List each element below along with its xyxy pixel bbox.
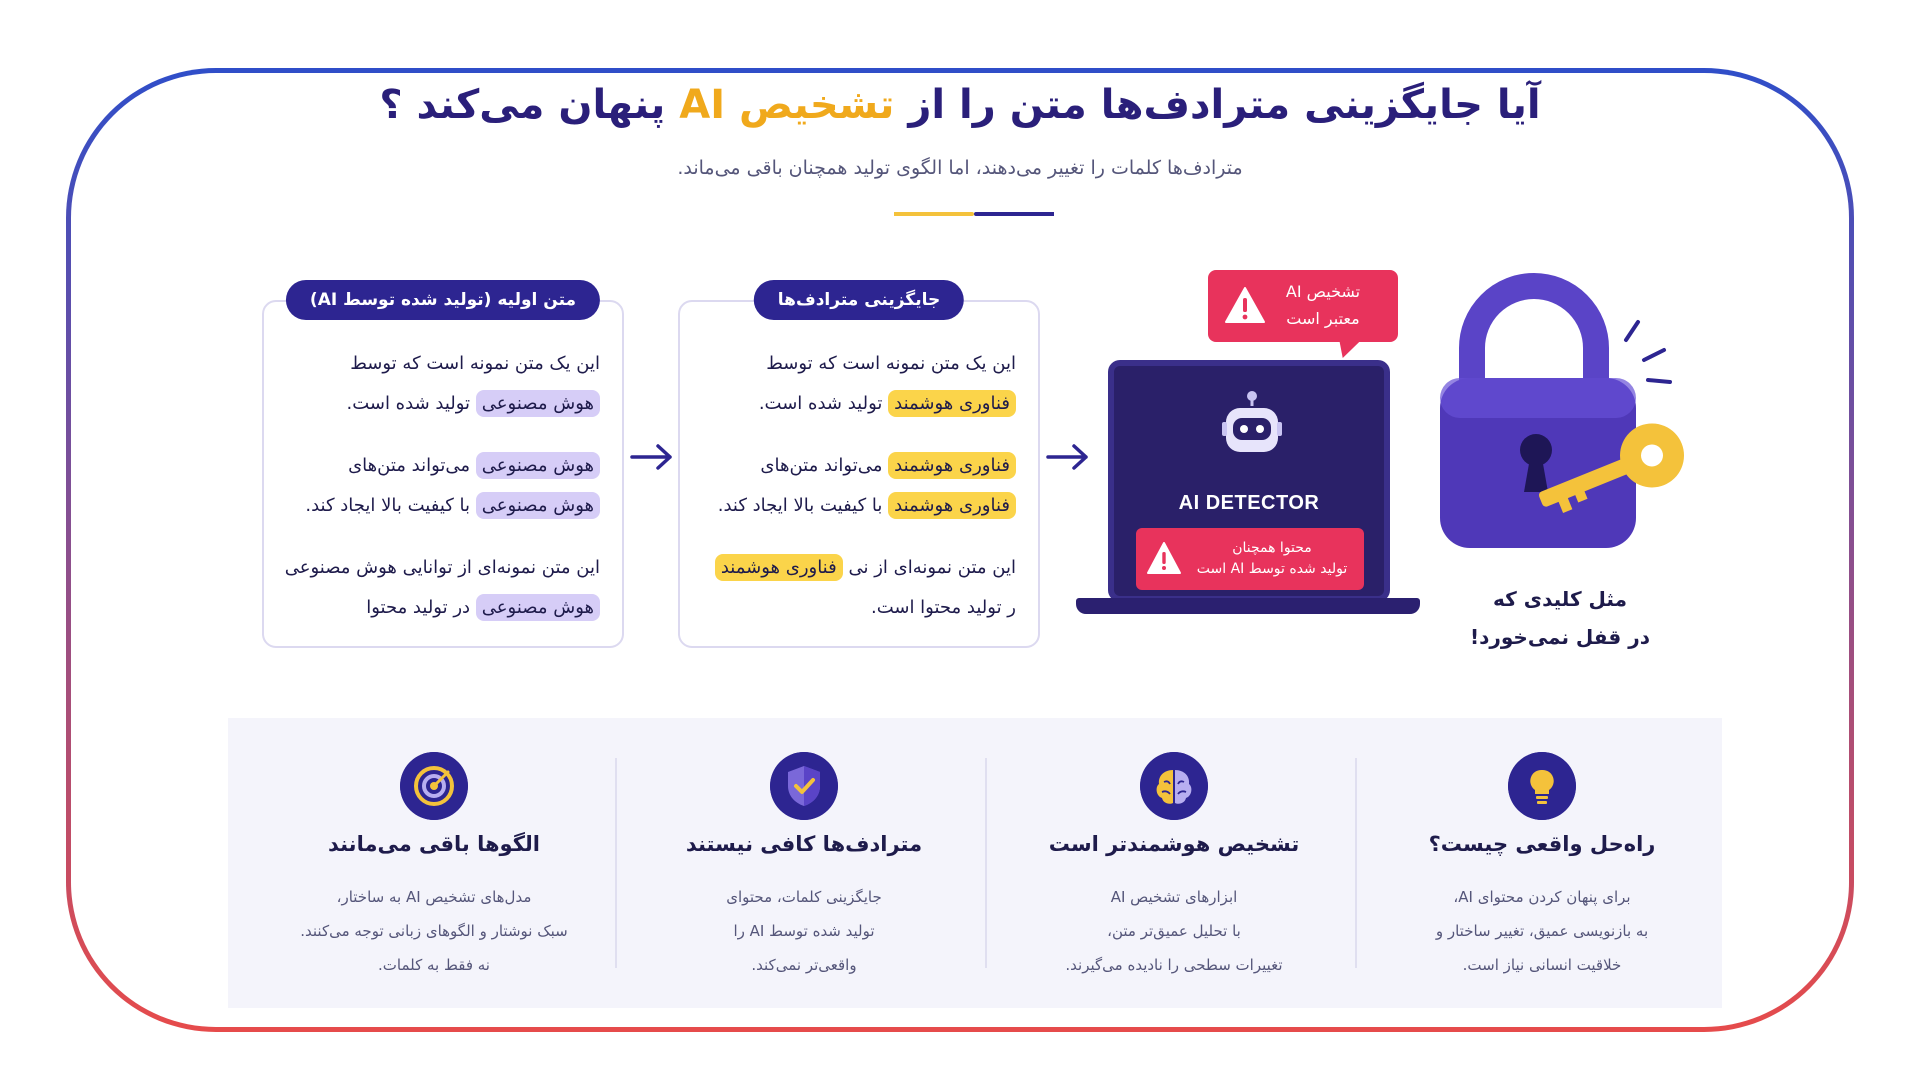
padlock-key-icon [1432,270,1710,560]
original-paragraph-2: هوش مصنوعی می‌تواند متن‌های هوش مصنوعی با کیفیت بالا ایجاد کند. [278,446,600,526]
info-column-synonyms-not-enough: مترادف‌ها کافی نیستند جایگزینی کلمات، محتوای تولید شده توسط AI را واقعی‌تر نمی‌کند. [624,718,984,1008]
arrow-right-icon [630,442,674,472]
screen-alert-box: محتوا همچنان تولید شده توسط AI است [1136,528,1364,590]
warning-icon [1146,541,1182,575]
page-subtitle: مترادف‌ها کلمات را تغییر می‌دهند، اما الگوی تولید همچنان باقی می‌ماند. [677,157,1243,179]
original-text-card [262,290,624,648]
original-paragraph-1: این یک متن نمونه است که توسط هوش مصنوعی تولید شده است. [278,344,600,424]
detector-label: AI DETECTOR [1178,492,1320,514]
synonym-paragraph-3: این متن نمونه‌ای از نی فناوری هوشمند ر تولید محتوا است. [694,548,1016,628]
original-card-label: متن اولیه (تولید شده توسط AI) [286,280,600,320]
highlight-term: هوش مصنوعی [476,390,600,417]
highlight-term: فناوری هوشمند [888,492,1016,519]
divider [615,758,617,968]
info-text: ابزارهای تشخیص AI با تحلیل عمیق‌تر متن، تغییرات سطحی را نادیده می‌گیرند. [1065,888,1283,974]
shield-check-icon [770,752,838,820]
synonym-text-card [678,290,1040,648]
highlight-term: فناوری هوشمند [715,554,843,581]
lightbulb-icon [1508,752,1576,820]
info-strip [228,718,1722,1008]
highlight-term: فناوری هوشمند [888,390,1016,417]
warning-icon [1224,286,1266,324]
original-paragraph-3: این متن نمونه‌ای از توانایی هوش مصنوعی هوش مصنوعی در تولید محتوا [278,548,600,628]
info-text: برای پنهان کردن محتوای AI، به بازنویسی عمیق، تغییر ساختار و خلاقیت انسانی نیاز است. [1435,888,1649,974]
divider [1355,758,1357,968]
brain-icon [1140,752,1208,820]
laptop-screen [1108,360,1390,602]
ai-detector-laptop [1076,350,1420,622]
laptop-base [1076,598,1420,614]
synonym-paragraph-1: این یک متن نمونه است که توسط فناوری هوشمند تولید شده است. [694,344,1016,424]
title-divider [894,212,1054,216]
highlight-term: فناوری هوشمند [888,452,1016,479]
info-text: مدل‌های تشخیص AI به ساختار، سبک نوشتار و الگوهای زبانی توجه می‌کنند. نه فقط به کلمات. [300,888,568,974]
highlight-term: هوش مصنوعی [476,594,600,621]
info-column-smarter-detection: تشخیص هوشمندتر است ابزارهای تشخیص AI با تحلیل عمیق‌تر متن، تغییرات سطحی را نادیده می‌گیرند. [994,718,1354,1008]
highlight-term: هوش مصنوعی [476,452,600,479]
divider [985,758,987,968]
highlight-term: هوش مصنوعی [476,492,600,519]
target-icon [400,752,468,820]
info-column-patterns-remain: الگوها باقی می‌مانند مدل‌های تشخیص AI به ساختار، سبک نوشتار و الگوهای زبانی توجه می‌کنند. نه فقط به کلمات. [254,718,614,1008]
synonym-card-label: جایگزینی مترادف‌ها [754,280,964,320]
detection-speech-bubble: تشخیص AI معتبر است [1208,270,1398,342]
info-text: جایگزینی کلمات، محتوای تولید شده توسط AI را واقعی‌تر نمی‌کند. [726,888,882,974]
info-column-real-solution: راه‌حل واقعی چیست؟ برای پنهان کردن محتوای AI، به بازنویسی عمیق، تغییر ساختار و خلاقیت انسانی نیاز است. [1362,718,1722,1008]
synonym-paragraph-2: فناوری هوشمند می‌تواند متن‌های فناوری هوشمند با کیفیت بالا ایجاد کند. [694,446,1016,526]
lock-caption: مثل کلیدی که در قفل نمی‌خورد! [1469,587,1651,649]
robot-icon [1222,390,1282,470]
title-highlight: تشخیص AI [679,82,895,128]
page-title: آیا جایگزینی مترادف‌ها متن را از تشخیص AI پنهان می‌کند ؟ [379,82,1541,128]
